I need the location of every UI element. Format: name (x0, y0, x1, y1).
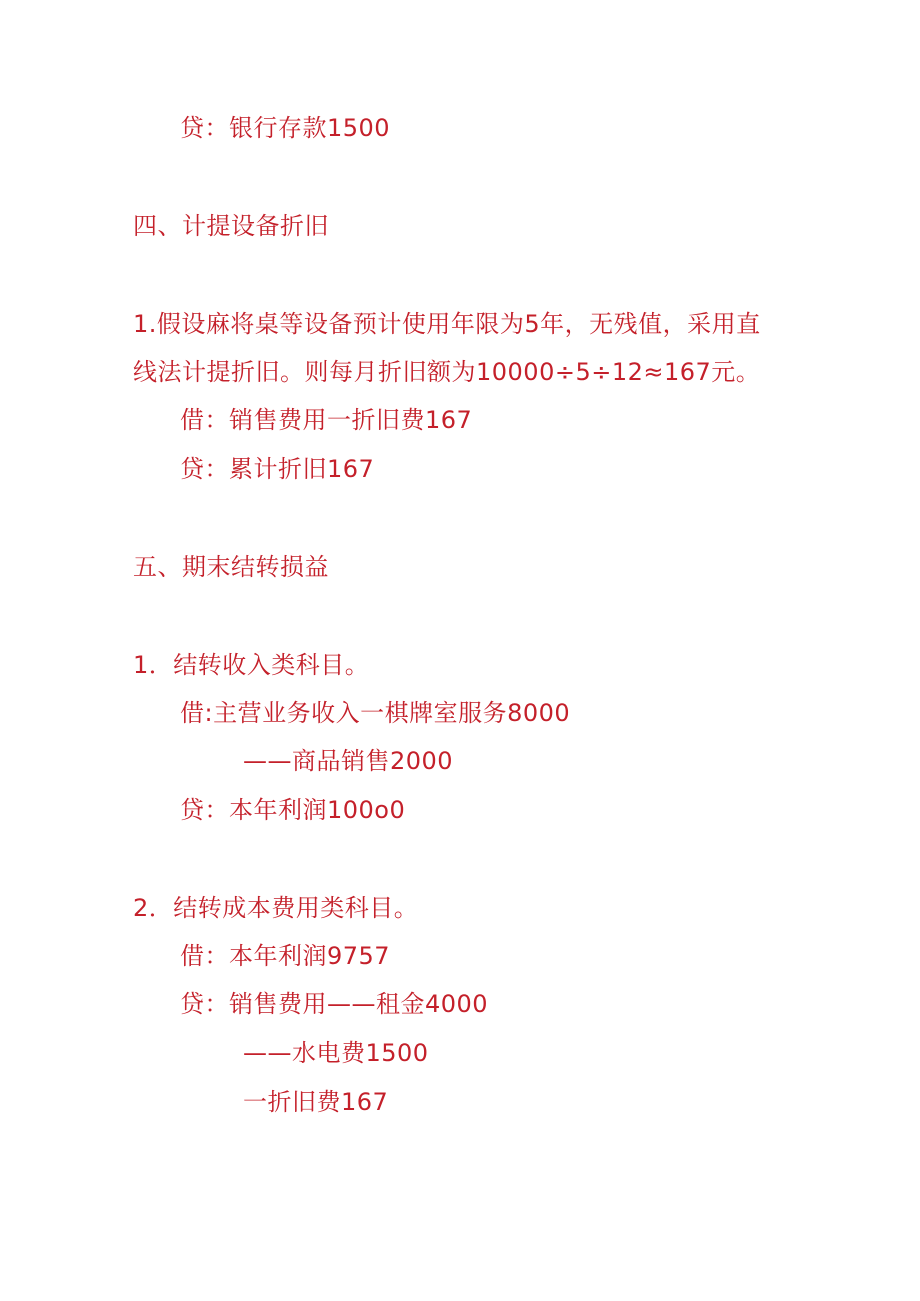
depreciation-assumption-line-2: 线法计提折旧。则每月折旧额为10000÷5÷12≈167元。 (133, 358, 761, 386)
section-heading-period-end-closing: 五、期末结转损益 (133, 553, 329, 581)
credit-bank-deposit-line: 贷：银行存款1500 (180, 114, 391, 142)
credit-accumulated-depreciation-line: 贷：累计折旧167 (180, 455, 375, 483)
debit-depreciation-expense-line: 借：销售费用一折旧费167 (180, 406, 473, 434)
step-1-heading: 1．结转收入类科目。 (133, 651, 370, 679)
debit-main-business-income-line: 借:主营业务收入一棋牌室服务8000 (180, 699, 571, 727)
credit-sales-expense-rent-line: 贷：销售费用——租金4000 (180, 990, 489, 1018)
sub-entry-goods-sales-line: ——商品销售2000 (243, 747, 454, 775)
depreciation-assumption-line-1: 1.假设麻将桌等设备预计使用年限为5年，无残值，采用直 (133, 310, 761, 338)
sub-entry-utilities-line: ——水电费1500 (243, 1039, 429, 1067)
section-heading-depreciation: 四、计提设备折旧 (133, 212, 329, 240)
step-2-heading: 2．结转成本费用类科目。 (133, 894, 419, 922)
credit-current-year-profit-line: 贷：本年利润100o0 (180, 796, 406, 824)
debit-current-year-profit-line: 借：本年利润9757 (180, 942, 391, 970)
sub-entry-depreciation-line: 一折旧费167 (243, 1088, 389, 1116)
